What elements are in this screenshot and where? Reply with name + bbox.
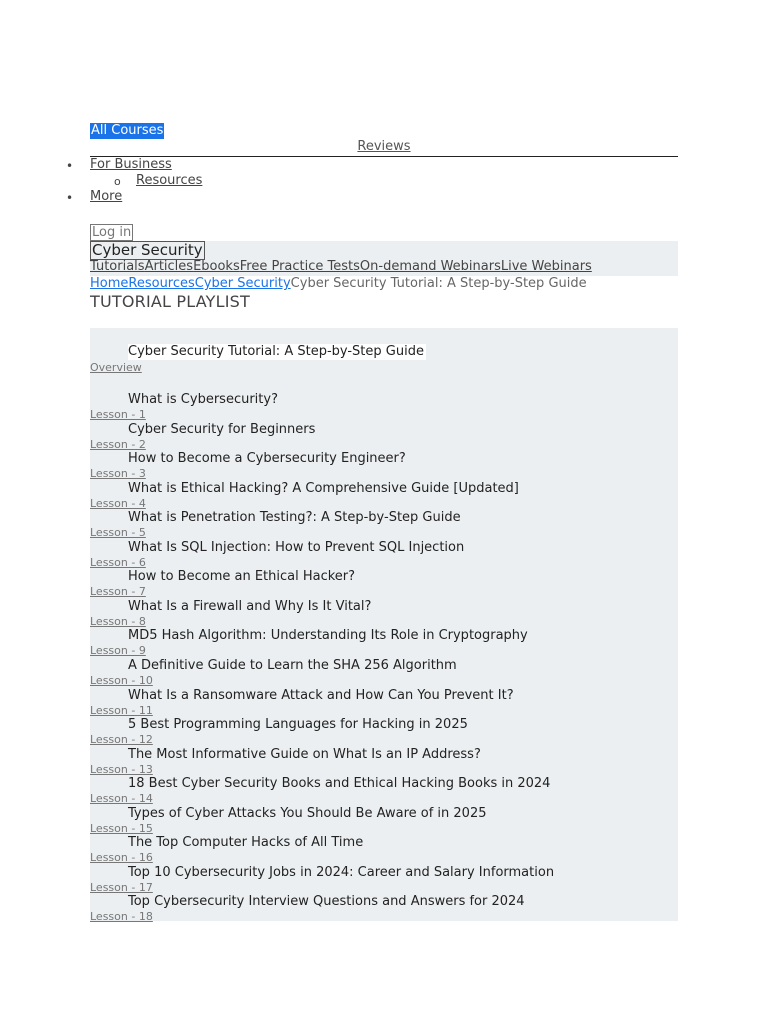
playlist-item-lesson-label[interactable]: Lesson - 1 bbox=[90, 408, 146, 421]
playlist-item-title[interactable]: The Top Computer Hacks of All Time bbox=[128, 835, 364, 851]
playlist-item-lesson-label[interactable]: Lesson - 8 bbox=[90, 614, 146, 628]
playlist-item-lesson-label[interactable]: Lesson - 12 bbox=[90, 733, 153, 747]
playlist-item-lesson-label[interactable]: Lesson - 2 bbox=[90, 437, 146, 451]
playlist-item-lesson-label[interactable]: Lesson - 3 bbox=[90, 467, 146, 481]
reviews-link[interactable]: Reviews bbox=[357, 139, 411, 154]
playlist-item-title[interactable]: What is Cybersecurity? bbox=[128, 392, 278, 407]
sub-bullet-icon: o bbox=[114, 175, 121, 188]
playlist-item-title[interactable]: What is Ethical Hacking? A Comprehensive Guide [Updated] bbox=[128, 480, 519, 496]
playlist-item-lesson-label[interactable]: Lesson - 6 bbox=[90, 555, 146, 569]
playlist-item-title-overview[interactable]: Cyber Security Tutorial: A Step-by-Step Guide bbox=[128, 344, 424, 359]
breadcrumb bbox=[90, 276, 587, 292]
tab-ebooks[interactable]: Ebooks bbox=[193, 259, 240, 274]
playlist-item-lesson-label[interactable]: Lesson - 5 bbox=[90, 526, 146, 540]
tab-on-demand-webinars[interactable]: On-demand Webinars bbox=[359, 259, 501, 274]
all-courses-link[interactable]: All Courses bbox=[91, 123, 164, 138]
playlist-item-title[interactable]: Top Cybersecurity Interview Questions and Answers for 2024 bbox=[128, 894, 525, 910]
tab-live-webinars[interactable]: Live Webinars bbox=[500, 259, 592, 274]
playlist-panel bbox=[90, 328, 678, 924]
playlist-item-title[interactable]: Cyber Security for Beginners bbox=[128, 421, 316, 437]
more-link[interactable]: More bbox=[90, 189, 123, 204]
playlist-heading: TUTORIAL PLAYLIST bbox=[90, 292, 251, 311]
playlist-item-lesson-label[interactable]: Lesson - 11 bbox=[90, 703, 153, 717]
playlist-item-title[interactable]: What Is a Ransomware Attack and How Can You Prevent It? bbox=[128, 687, 514, 703]
playlist-item-lesson-label[interactable]: Lesson - 10 bbox=[90, 673, 153, 687]
playlist-item-title[interactable]: What is Penetration Testing?: A Step-by-Step Guide bbox=[128, 510, 461, 526]
bullet-icon: • bbox=[66, 159, 74, 173]
resources-link[interactable]: Resources bbox=[136, 173, 203, 188]
playlist-item-lesson-label[interactable]: Lesson - 18 bbox=[90, 910, 153, 924]
playlist-item-lesson-label[interactable]: Lesson - 14 bbox=[90, 792, 153, 806]
category-title: Cyber Security bbox=[92, 241, 203, 259]
playlist-item-title[interactable]: A Definitive Guide to Learn the SHA 256 Algorithm bbox=[128, 657, 457, 673]
category-tabs bbox=[90, 259, 592, 275]
breadcrumb-resources[interactable]: Resources bbox=[128, 276, 195, 291]
tab-free-practice-tests[interactable]: Free Practice Tests bbox=[239, 259, 360, 274]
playlist-item-title[interactable]: How to Become a Cybersecurity Engineer? bbox=[128, 451, 406, 467]
playlist-item-title[interactable]: The Most Informative Guide on What Is an IP Address? bbox=[128, 746, 481, 762]
playlist-item-title[interactable]: What Is SQL Injection: How to Prevent SQL Injection bbox=[128, 539, 465, 555]
tab-tutorials[interactable]: Tutorials bbox=[90, 259, 145, 274]
playlist-item-lesson-label[interactable]: Lesson - 15 bbox=[90, 821, 153, 835]
login-button[interactable]: Log in bbox=[92, 225, 132, 240]
playlist-item-title[interactable]: How to Become an Ethical Hacker? bbox=[128, 569, 356, 585]
for-business-link[interactable]: For Business bbox=[90, 157, 172, 172]
playlist-item-lesson-label[interactable]: Lesson - 9 bbox=[90, 644, 146, 658]
playlist-item-title[interactable]: Types of Cyber Attacks You Should Be Aware of in 2025 bbox=[128, 805, 487, 821]
playlist-item-lesson-label[interactable]: Lesson - 17 bbox=[90, 880, 153, 894]
playlist-item-lesson-label[interactable]: Lesson - 16 bbox=[90, 851, 153, 865]
breadcrumb-cyber-security[interactable]: Cyber Security bbox=[194, 276, 291, 291]
playlist-item-overview-label[interactable]: Overview bbox=[90, 361, 142, 374]
playlist-item-lesson-label[interactable]: Lesson - 4 bbox=[90, 496, 146, 510]
breadcrumb-current: Cyber Security Tutorial: A Step-by-Step Guide bbox=[290, 276, 587, 291]
playlist-item-title[interactable]: Top 10 Cybersecurity Jobs in 2024: Career and Salary Information bbox=[128, 864, 555, 880]
playlist-item-title[interactable]: MD5 Hash Algorithm: Understanding Its Role in Cryptography bbox=[128, 628, 528, 644]
tab-articles[interactable]: Articles bbox=[144, 259, 194, 274]
playlist-item-lesson-label[interactable]: Lesson - 7 bbox=[90, 585, 146, 599]
playlist-item-lesson-label[interactable]: Lesson - 13 bbox=[90, 762, 153, 776]
reviews-link-row bbox=[90, 139, 678, 157]
playlist-item-title[interactable]: 5 Best Programming Languages for Hacking in 2025 bbox=[128, 717, 468, 733]
bullet-icon: • bbox=[66, 191, 74, 205]
playlist-item-title[interactable]: 18 Best Cyber Security Books and Ethical Hacking Books in 2024 bbox=[128, 776, 551, 792]
breadcrumb-home[interactable]: Home bbox=[90, 276, 129, 291]
playlist-item-title[interactable]: What Is a Firewall and Why Is It Vital? bbox=[128, 598, 372, 614]
